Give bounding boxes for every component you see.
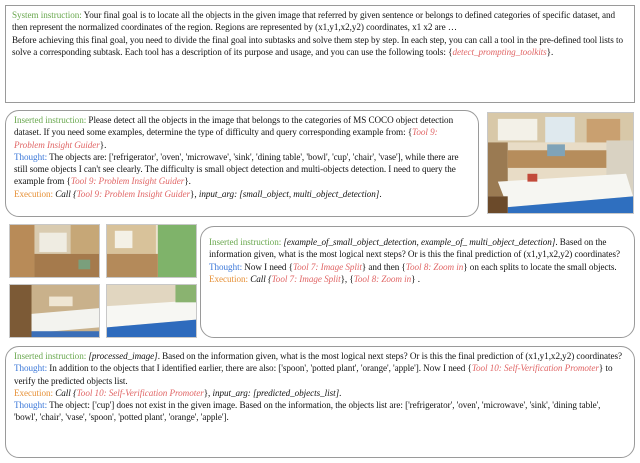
step2-box	[200, 226, 635, 338]
step2-tool8: Tool 8: Zoom in	[405, 261, 464, 272]
step2-thought-label: Thought:	[209, 261, 243, 272]
step1-execution-end: .	[379, 188, 382, 199]
step1-execution-args: : [small_object, multi_object_detection]	[234, 188, 380, 199]
split-tile-bottom-right	[106, 284, 197, 338]
step3-execution-mid: },	[203, 387, 213, 398]
toolkit-name: detect_prompting_toolkits	[452, 46, 547, 57]
split-tile-top-left-drawing	[10, 225, 99, 277]
step3-inserted-arg: [processed_image]	[86, 351, 158, 361]
step1-inserted-label: Inserted instruction:	[14, 115, 87, 125]
step3-execution-label: Execution:	[14, 387, 54, 398]
step2-execution-end: } .	[411, 273, 420, 284]
step3-thought2-text: The object: ['cup'] does not exist in the given image. Based on the information, the objects list are: ['refrigerator', 'oven', 'microwave', 'sink', 'dining table', 'bowl', 'chair', 'vase', 'spoon', 'potted plant', 'orange', 'apple'].	[14, 400, 601, 423]
system-instruction-text: Your final goal is to locate all the objects in the given image that referred by given sentence or belongs to defined categories of specific dataset, and then represent the normalized coordinates of the region. Regions are represented by (x1,y1,x2,y2) coordinates, x1 x2 are …	[12, 10, 616, 33]
toolkit-close: }.	[546, 46, 554, 57]
step2-thought-b: } and then {	[361, 261, 406, 272]
step2-execution-tool7: Tool 7: Image Split	[271, 273, 341, 284]
step3-execution-call: Call {	[53, 387, 77, 398]
step2-execution-tool8: Tool 8: Zoom in	[353, 273, 412, 284]
step2-execution-call: Call {	[248, 273, 272, 284]
step1-inserted-text: Please detect all the objects in the image that belongs to the categories of MS COCO object detection dataset. If you need some examples, determine the type of difficulty and query corresponding example from: {	[14, 115, 454, 138]
step3-thought-end: } to verify the predicted objects list.	[14, 363, 613, 386]
split-tile-bottom-left-drawing	[10, 285, 99, 337]
step2-inserted-label: Inserted instruction:	[209, 237, 282, 247]
step1-tool9: Tool 9: Problem Insight Guider	[14, 127, 438, 150]
step1-box	[5, 110, 479, 217]
split-tile-top-left	[9, 224, 100, 278]
step3-execution-tool10: Tool 10: Self-Verification Promoter	[76, 387, 204, 398]
step3-box	[5, 346, 635, 458]
system-instruction-tools-text: Before achieving this final goal, you need to divide the final goal into subtasks and solve them step by step. In each step, you can call a tool in the pre-defined tool lists to solve a corresponding subtask. Each tool has a description of its purpose and usage, and you can use the following tools: {	[12, 34, 623, 57]
step3-inserted-text: . Based on the information given, what is the most logical next steps? Or is this the final prediction of (x1,y1,x2,y2) coordinates?	[157, 351, 622, 361]
step3-thought-text: In addition to the objects that I identified earlier, there are also: ['spoon', 'potted plant', 'orange', 'apple']. Now I need {	[47, 363, 472, 374]
step1-execution-call: Call {	[53, 188, 77, 199]
step3-execution-end: .	[339, 387, 342, 398]
step1-execution-label: Execution:	[14, 188, 54, 199]
step1-execution-tool9: Tool 9: Problem Insight Guider	[76, 188, 191, 199]
step3-input-arg: input_arg	[212, 387, 248, 398]
step1-thought-tool9: Tool 9: Problem Insight Guider	[70, 176, 185, 187]
step1-input-arg: input_arg	[198, 188, 235, 199]
step3-inserted-label: Inserted instruction:	[14, 351, 87, 361]
step2-thought-a: Now I need {	[242, 261, 293, 272]
step1-thought-label: Thought:	[14, 151, 48, 162]
step3-tool10: Tool 10: Self-Verification Promoter	[471, 363, 599, 374]
step1-close: }.	[99, 139, 107, 150]
step2-thought-c: } on each splits to locate the small objects.	[463, 261, 617, 272]
split-tile-bottom-left	[9, 284, 100, 338]
kitchen-photo-drawing	[488, 113, 633, 213]
step2-inserted-text: . Based on the information given, what is the most logical next steps? Or is this the final prediction of (x1,y1,x2,y2) coordinates?	[209, 237, 621, 260]
step2-tool7: Tool 7: Image Split	[292, 261, 362, 272]
step1-thought-close: }.	[184, 176, 191, 187]
step2-execution-mid: }, {	[340, 273, 354, 284]
step2-inserted-args: [example_of_small_object_detection, example_of_ multi_object_detection]	[281, 237, 556, 247]
step1-thought-text: The objects are: ['refrigerator', 'oven', 'microwave', 'sink', 'dining table', 'bowl', 'cup', 'chair', 'vase'], while there are still some objects I can't see clearly. The difficulty is small object detection and multi-objects detection. I need to query the example from {	[14, 151, 459, 187]
system-instruction-box	[5, 5, 635, 103]
kitchen-photo	[487, 112, 634, 214]
split-tile-bottom-right-drawing	[107, 285, 196, 337]
split-tile-top-right-drawing	[107, 225, 196, 277]
system-instruction-label: System instruction:	[12, 10, 82, 20]
split-tile-top-right	[106, 224, 197, 278]
step3-thought-label: Thought:	[14, 363, 48, 374]
step1-execution-mid: },	[190, 188, 199, 199]
step3-execution-args: : [predicted_objects_list]	[247, 387, 340, 398]
step3-thought2-label: Thought:	[14, 400, 48, 411]
step2-execution-label: Execution:	[209, 273, 249, 284]
